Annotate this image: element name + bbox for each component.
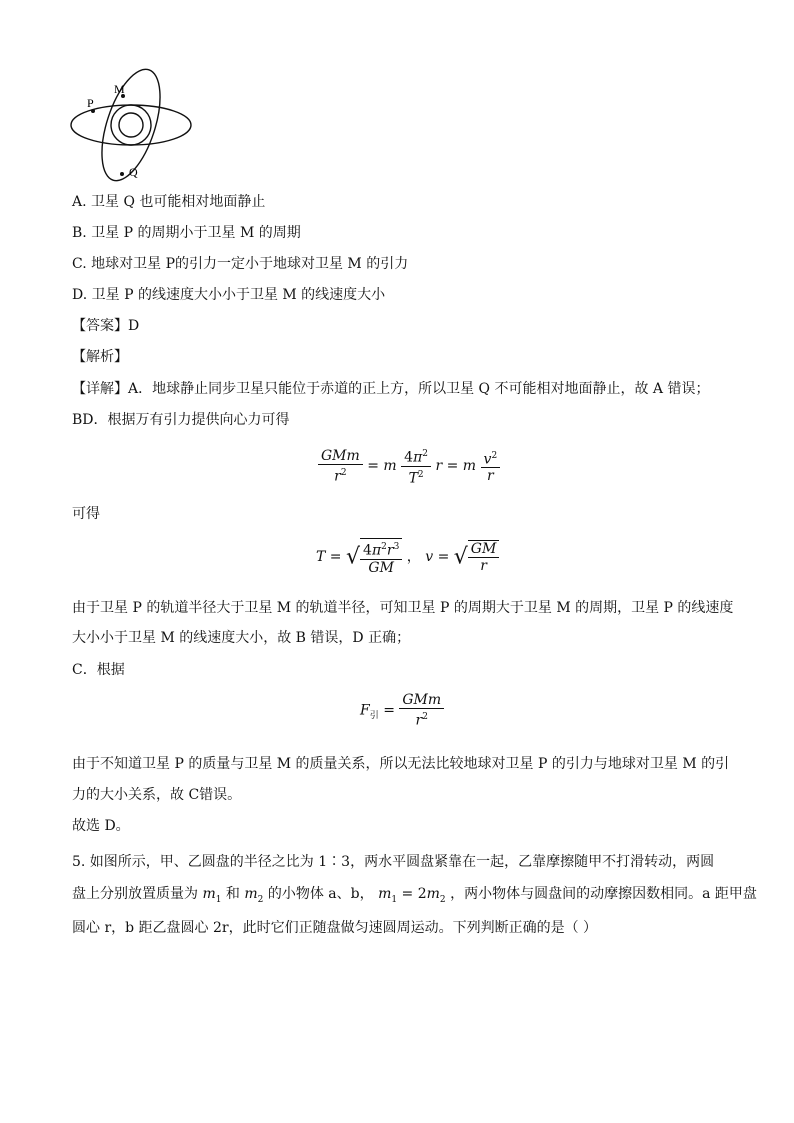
analysis-title: 【解析】	[72, 349, 128, 365]
keyi-text: 可得	[72, 506, 100, 522]
q5-line2-part-a: 盘上分别放置质量为	[72, 886, 198, 902]
answer: 【答案】D	[72, 318, 140, 334]
c-para-2: 力的大小关系，故 C错误。	[72, 787, 242, 803]
c-intro: C．根据	[72, 662, 125, 678]
bd-para-2: 大小小于卫星 M 的线速度大小，故 B 错误，D 正确；	[72, 630, 411, 646]
c-para-1: 由于不知道卫星 P 的质量与卫星 M 的质量关系，所以无法比较地球对卫星 P 的引力与地球对卫星 M 的引	[72, 756, 730, 772]
question-5-line-1: 5. 如图所示，甲、乙圆盘的半径之比为 1∶3，两水平圆盘紧靠在一起，乙靠摩擦随甲不打滑转动，两圆	[72, 854, 715, 870]
detail-a: 【详解】A．地球静止同步卫星只能位于赤道的正上方，所以卫星 Q 不可能相对地面静止，故 A 错误；	[72, 381, 710, 397]
option-b: B. 卫星 P 的周期小于卫星 M 的周期	[72, 225, 301, 241]
label-p: P	[87, 96, 94, 110]
label-m: M	[114, 82, 125, 96]
q5-line2-part-b: 的小物体 a、b，	[267, 886, 374, 902]
orbit-diagram	[66, 62, 200, 184]
q5-mass-relation: $m_1 = 2m_2$	[378, 886, 446, 905]
equation-period-velocity: T = √ $\frac{4\pi^2r^3}{GM}$ ， v = √ $\frac{GM}{r}$	[316, 538, 499, 576]
equation-gravitational-force: $F_引$ = $\frac{\text{GMm}}{r^2}$	[360, 692, 444, 729]
bd-intro: BD．根据万有引力提供向心力可得	[72, 412, 290, 428]
satellite-q	[120, 172, 124, 176]
q5-masses: $m_1$ 和 $m_2$	[202, 886, 264, 905]
question-5-line-3: 圆心 r，b 距乙盘圆心 2r，此时它们正随盘做匀速圆周运动。下列判断正确的是（ ）	[72, 920, 598, 936]
q5-line2-part-c: ，两小物体与圆盘间的动摩擦因数相同。a 距甲盘	[450, 886, 757, 902]
label-q: Q	[129, 165, 138, 179]
option-c: C. 地球对卫星 P的引力一定小于地球对卫星 M 的引力	[72, 256, 409, 272]
question-5-line-2	[72, 884, 757, 910]
equatorial-orbit	[71, 105, 191, 145]
earth-inner	[119, 113, 143, 137]
earth-outer	[111, 105, 151, 145]
choose-answer: 故选 D。	[72, 818, 130, 834]
option-d: D. 卫星 P 的线速度大小小于卫星 M 的线速度大小	[72, 287, 386, 303]
equation-gravity-centripetal: $\frac{\text{GMm}}{r^2}$ = m $\frac{4\pi^2}{T^2}$ r = m $\frac{v^2}{r}$	[318, 446, 500, 486]
bd-para-1: 由于卫星 P 的轨道半径大于卫星 M 的轨道半径，可知卫星 P 的周期大于卫星 M 的周期，卫星 P 的线速度	[72, 600, 734, 616]
option-a: A. 卫星 Q 也可能相对地面静止	[72, 194, 266, 210]
